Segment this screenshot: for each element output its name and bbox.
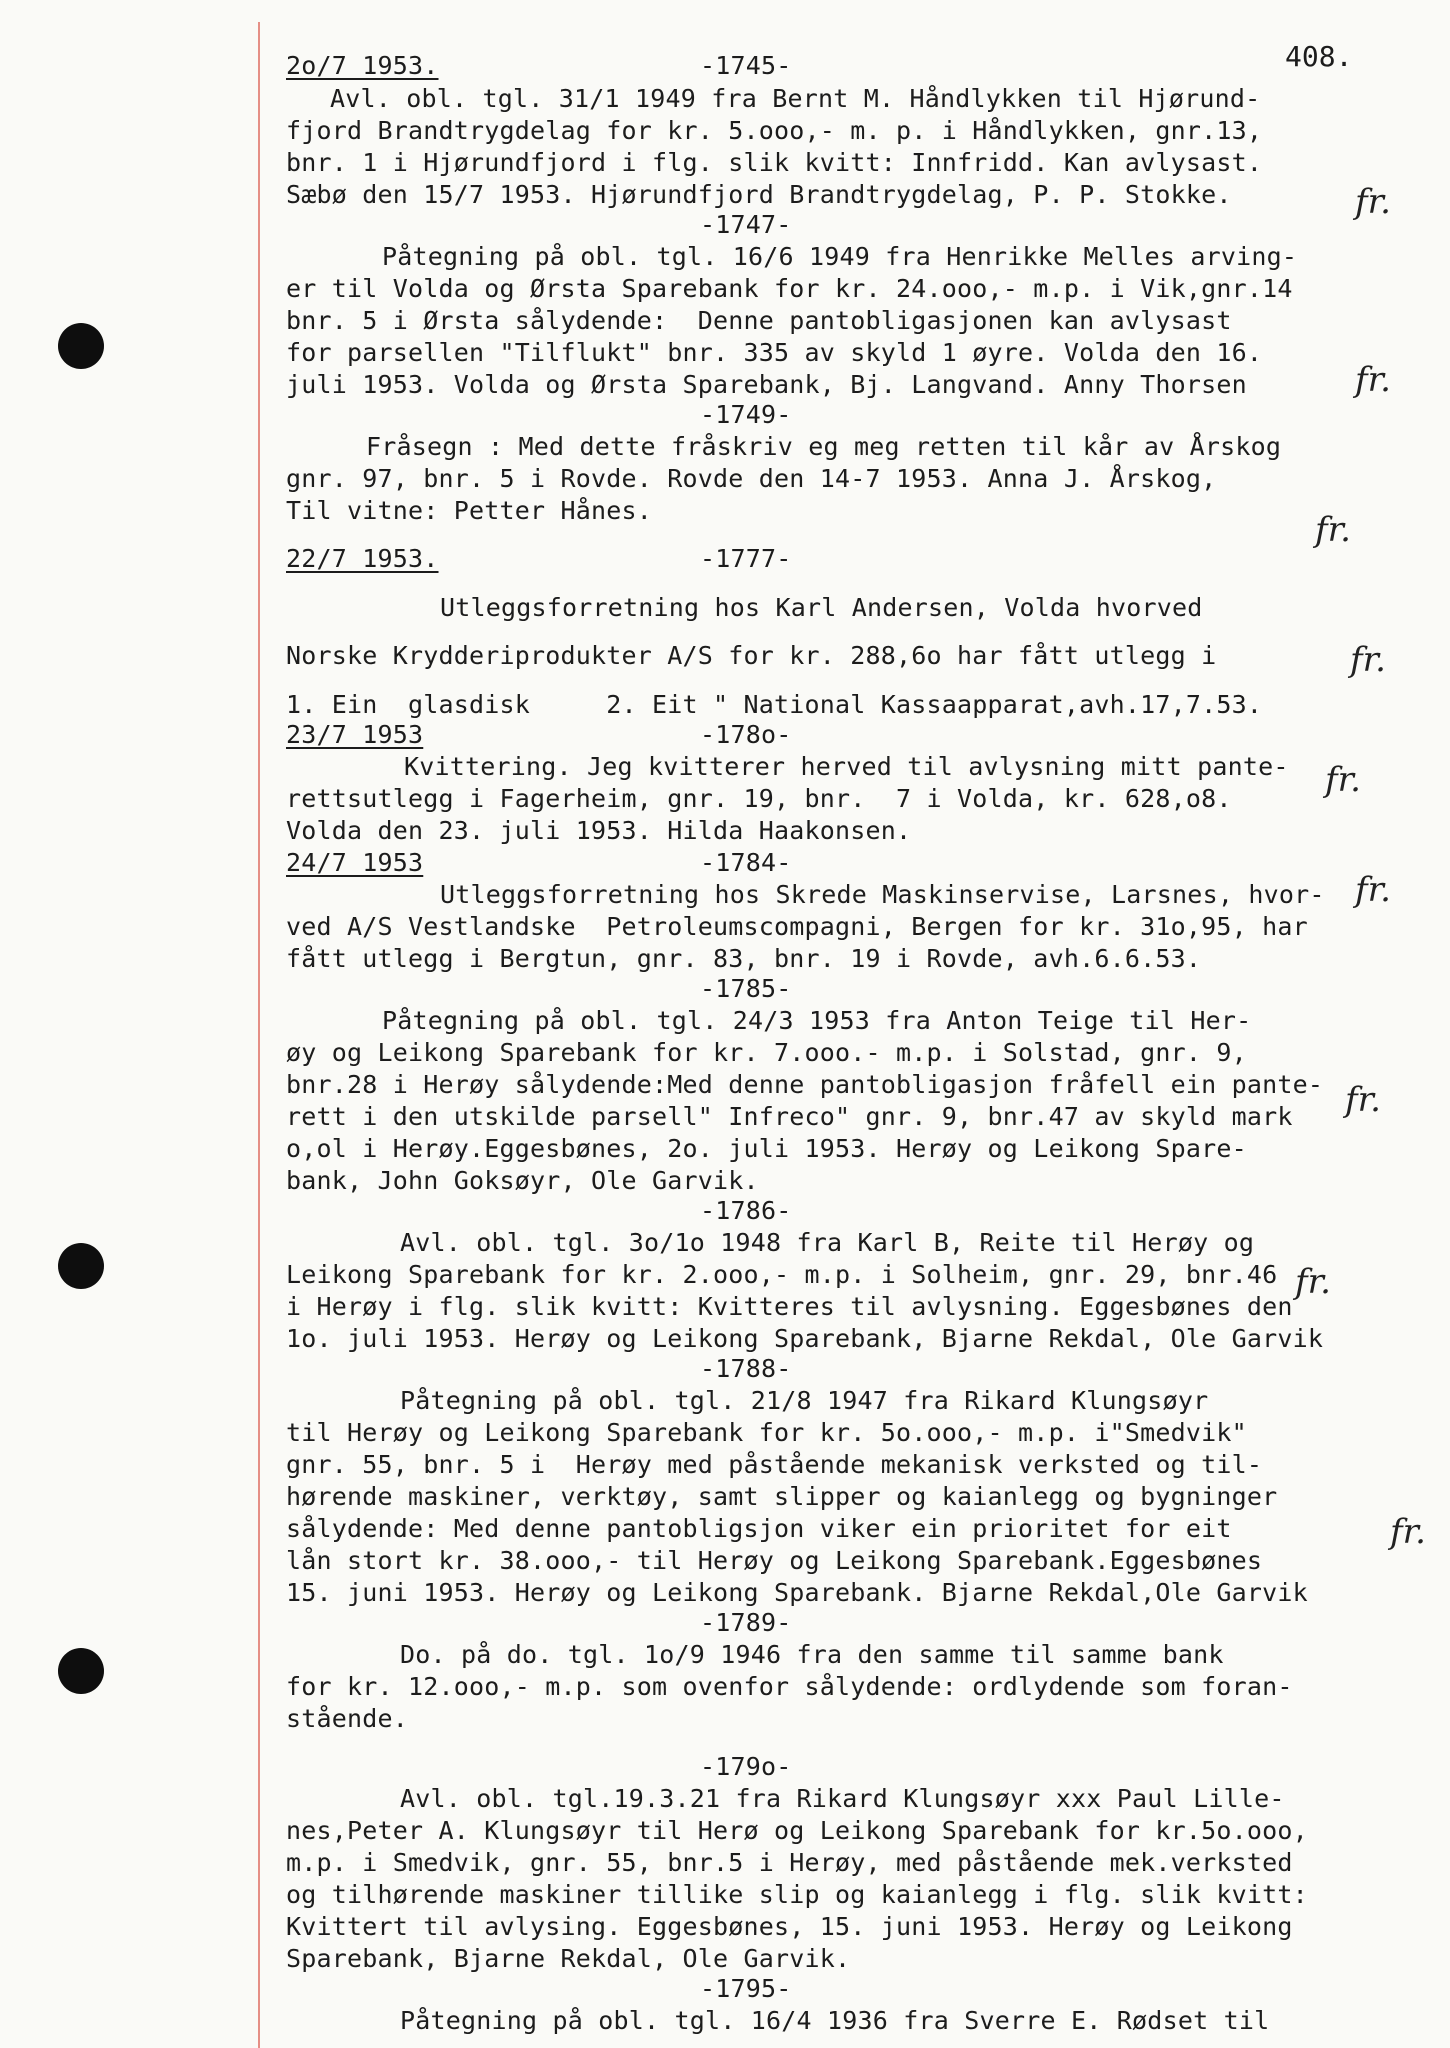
text-line: lån stort kr. 38.ooo,- til Herøy og Leikong Sparebank.Eggesbønes	[286, 1546, 1263, 1575]
text-line: bank, John Goksøyr, Ole Garvik.	[286, 1166, 759, 1195]
text-line: Avl. obl. tgl.19.3.21 fra Rikard Klungsøyr xxx Paul Lille-	[400, 1784, 1285, 1813]
punch-hole	[58, 1243, 104, 1289]
text-line: fått utlegg i Bergtun, gnr. 83, bnr. 19 i Rovde, avh.6.6.53.	[286, 944, 1202, 973]
text-line: i Herøy i flg. slik kvitt: Kvitteres til avlysning. Eggesbønes den	[286, 1292, 1293, 1321]
initials-mark: fr.	[1345, 1080, 1381, 1120]
text-line: bnr. 1 i Hjørundfjord i flg. slik kvitt: Innfridd. Kan avlysast.	[286, 148, 1263, 177]
text-line: Fråsegn : Med dette fråskriv eg meg retten til kår av Årskog	[366, 432, 1282, 461]
text-line: Sparebank, Bjarne Rekdal, Ole Garvik.	[286, 1944, 851, 1973]
text-line: er til Volda og Ørsta Sparebank for kr. 24.ooo,- m.p. i Vik,gnr.14	[286, 274, 1293, 303]
punch-hole	[58, 1648, 104, 1694]
text-line: Påtegning på obl. tgl. 24/3 1953 fra Anton Teige til Her-	[382, 1006, 1252, 1035]
text-line: juli 1953. Volda og Ørsta Sparebank, Bj. Langvand. Anny Thorsen	[286, 370, 1247, 399]
text-line: Volda den 23. juli 1953. Hilda Haakonsen.	[286, 816, 912, 845]
text-line: -1777-	[700, 544, 792, 573]
text-line: Påtegning på obl. tgl. 16/6 1949 fra Henrikke Melles arving-	[382, 242, 1298, 271]
text-line: Påtegning på obl. tgl. 21/8 1947 fra Rikard Klungsøyr	[400, 1386, 1209, 1415]
entry-date: 2o/7 1953.	[286, 51, 439, 80]
text-line: -178o-	[700, 720, 792, 749]
entry-date: 22/7 1953.	[286, 544, 439, 573]
text-line: -179o-	[700, 1752, 792, 1781]
text-line: for parsellen "Tilflukt" bnr. 335 av skyld 1 øyre. Volda den 16.	[286, 338, 1263, 367]
initials-mark: fr.	[1295, 1262, 1331, 1302]
text-line: Avl. obl. tgl. 31/1 1949 fra Bernt M. Håndlykken til Hjørund-	[330, 84, 1261, 113]
text-line: -1788-	[700, 1354, 792, 1383]
entry-date: 24/7 1953	[286, 848, 424, 877]
text-line: ved A/S Vestlandske Petroleumscompagni, Bergen for kr. 31o,95, har	[286, 912, 1308, 941]
margin-line	[258, 22, 260, 2048]
text-line: til Herøy og Leikong Sparebank for kr. 5o.ooo,- m.p. i"Smedvik"	[286, 1418, 1247, 1447]
text-line: Do. på do. tgl. 1o/9 1946 fra den samme til samme bank	[400, 1640, 1224, 1669]
text-line: -1786-	[700, 1196, 792, 1225]
initials-mark: fr.	[1390, 1512, 1426, 1552]
text-line: o,ol i Herøy.Eggesbønes, 2o. juli 1953. Herøy og Leikong Spare-	[286, 1134, 1247, 1163]
text-line: Påtegning på obl. tgl. 16/4 1936 fra Sverre E. Rødset til	[400, 2006, 1270, 2035]
initials-mark: fr.	[1350, 640, 1386, 680]
initials-mark: fr.	[1355, 182, 1391, 222]
text-line: sålydende: Med denne pantobligsjon viker ein prioritet for eit	[286, 1514, 1232, 1543]
text-line: -1745-	[700, 51, 792, 80]
text-line: Kvittert til avlysing. Eggesbønes, 15. juni 1953. Herøy og Leikong	[286, 1912, 1293, 1941]
text-line: Avl. obl. tgl. 3o/1o 1948 fra Karl B, Reite til Herøy og	[400, 1228, 1255, 1257]
initials-mark: fr.	[1315, 510, 1351, 550]
text-line: stående.	[286, 1704, 409, 1733]
text-line: Til vitne: Petter Hånes.	[286, 496, 653, 525]
text-line: Norske Krydderiprodukter A/S for kr. 288,6o har fått utlegg i	[286, 641, 1217, 670]
text-line: -1795-	[700, 1974, 792, 2003]
text-line: 15. juni 1953. Herøy og Leikong Sparebank. Bjarne Rekdal,Ole Garvik	[286, 1578, 1308, 1607]
text-line: Sæbø den 15/7 1953. Hjørundfjord Brandtrygdelag, P. P. Stokke.	[286, 180, 1232, 209]
text-line: fjord Brandtrygdelag for kr. 5.ooo,- m. p. i Håndlykken, gnr.13,	[286, 116, 1263, 145]
text-line: Utleggsforretning hos Karl Andersen, Volda hvorved	[440, 593, 1203, 622]
text-line: -1785-	[700, 974, 792, 1003]
text-line: Leikong Sparebank for kr. 2.ooo,- m.p. i Solheim, gnr. 29, bnr.46	[286, 1260, 1278, 1289]
text-line: -1789-	[700, 1608, 792, 1637]
page-number: 408.	[1285, 40, 1353, 73]
text-line: og tilhørende maskiner tillike slip og kaianlegg i flg. slik kvitt:	[286, 1880, 1308, 1909]
text-line: 1. Ein glasdisk 2. Eit " National Kassaapparat,avh.17,7.53.	[286, 690, 1263, 719]
text-line: nes,Peter A. Klungsøyr til Herø og Leikong Sparebank for kr.5o.ooo,	[286, 1816, 1308, 1845]
text-line: bnr. 5 i Ørsta sålydende: Denne pantobligasjonen kan avlysast	[286, 306, 1232, 335]
text-line: øy og Leikong Sparebank for kr. 7.ooo.- m.p. i Solstad, gnr. 9,	[286, 1038, 1247, 1067]
text-line: Kvittering. Jeg kvitterer herved til avlysning mitt pante-	[404, 752, 1289, 781]
initials-mark: fr.	[1355, 360, 1391, 400]
text-line: Utleggsforretning hos Skrede Maskinservise, Larsnes, hvor-	[440, 880, 1325, 909]
text-line: hørende maskiner, verktøy, samt slipper og kaianlegg og bygninger	[286, 1482, 1278, 1511]
text-line: for kr. 12.ooo,- m.p. som ovenfor sålydende: ordlydende som foran-	[286, 1672, 1293, 1701]
entry-date: 23/7 1953	[286, 720, 424, 749]
text-line: rettsutlegg i Fagerheim, gnr. 19, bnr. 7 i Volda, kr. 628,o8.	[286, 784, 1232, 813]
initials-mark: fr.	[1325, 760, 1361, 800]
text-line: rett i den utskilde parsell" Infreco" gnr. 9, bnr.47 av skyld mark	[286, 1102, 1293, 1131]
text-line: -1749-	[700, 400, 792, 429]
text-line: 1o. juli 1953. Herøy og Leikong Sparebank, Bjarne Rekdal, Ole Garvik	[286, 1324, 1324, 1353]
text-line: bnr.28 i Herøy sålydende:Med denne pantobligasjon fråfell ein pante-	[286, 1070, 1324, 1099]
text-line: gnr. 55, bnr. 5 i Herøy med påstående mekanisk verksted og til-	[286, 1450, 1263, 1479]
punch-hole	[58, 323, 104, 369]
text-line: -1747-	[700, 210, 792, 239]
text-line: m.p. i Smedvik, gnr. 55, bnr.5 i Herøy, med påstående mek.verksted	[286, 1848, 1293, 1877]
text-line: gnr. 97, bnr. 5 i Rovde. Rovde den 14-7 1953. Anna J. Årskog,	[286, 464, 1217, 493]
initials-mark: fr.	[1355, 870, 1391, 910]
text-line: -1784-	[700, 848, 792, 877]
